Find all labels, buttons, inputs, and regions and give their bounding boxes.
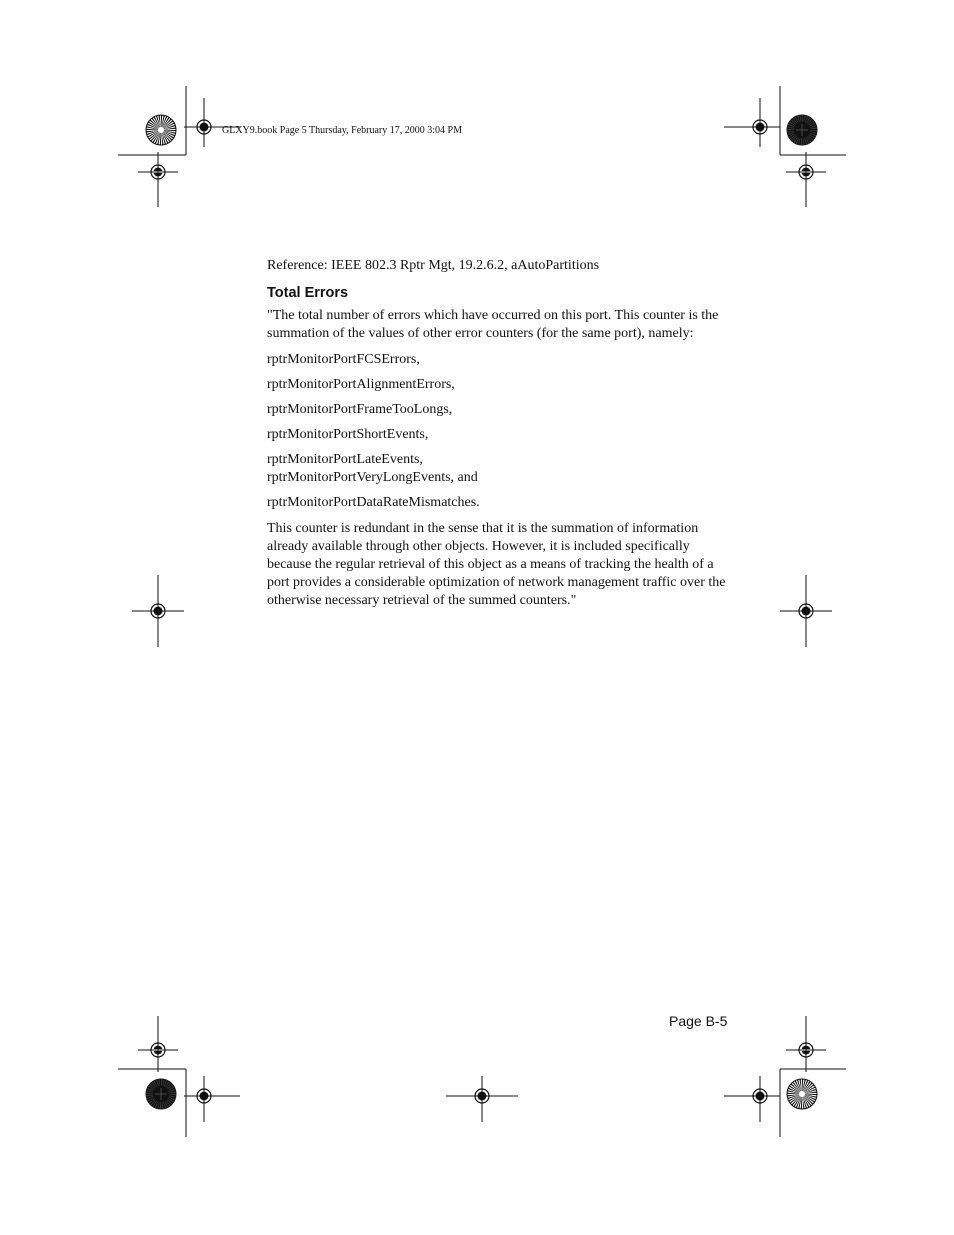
intro-paragraph: "The total number of errors which have occurred on this port. This counter is the summation of the values of other error counters (for the same port), namely: <box>267 308 719 341</box>
counter-item: rptrMonitorPortAlignmentErrors, <box>267 377 455 392</box>
counter-item: rptrMonitorPortLateEvents, rptrMonitorPortVeryLongEvents, and <box>267 452 478 485</box>
counter-item: rptrMonitorPortShortEvents, <box>267 427 429 442</box>
printer-starburst-icon <box>787 1079 817 1109</box>
counter-item: rptrMonitorPortFrameTooLongs, <box>267 402 453 417</box>
counter-item: rptrMonitorPortFCSErrors, <box>267 352 420 367</box>
printer-starburst-icon <box>787 115 817 145</box>
page-number: Page B-5 <box>669 1013 728 1029</box>
printer-starburst-icon <box>146 115 176 145</box>
counter-item: rptrMonitorPortDataRateMismatches. <box>267 495 480 510</box>
document-body <box>267 257 729 610</box>
section-heading: Total Errors <box>267 285 349 301</box>
reference-line: Reference: IEEE 802.3 Rptr Mgt, 19.2.6.2, aAutoPartitions <box>267 258 600 273</box>
closing-paragraph: This counter is redundant in the sense that it is the summation of information already available through other objects. However, it is included specifically because the regular retrieval of this object as a means of tracking the health of a port provides a considerable optimization of network management traffic over the otherwise necessary retrieval of the summed counters." <box>267 521 726 608</box>
printer-starburst-icon <box>146 1079 176 1109</box>
print-slug-line: GLXY9.book Page 5 Thursday, February 17, 2000 3:04 PM <box>222 125 462 136</box>
